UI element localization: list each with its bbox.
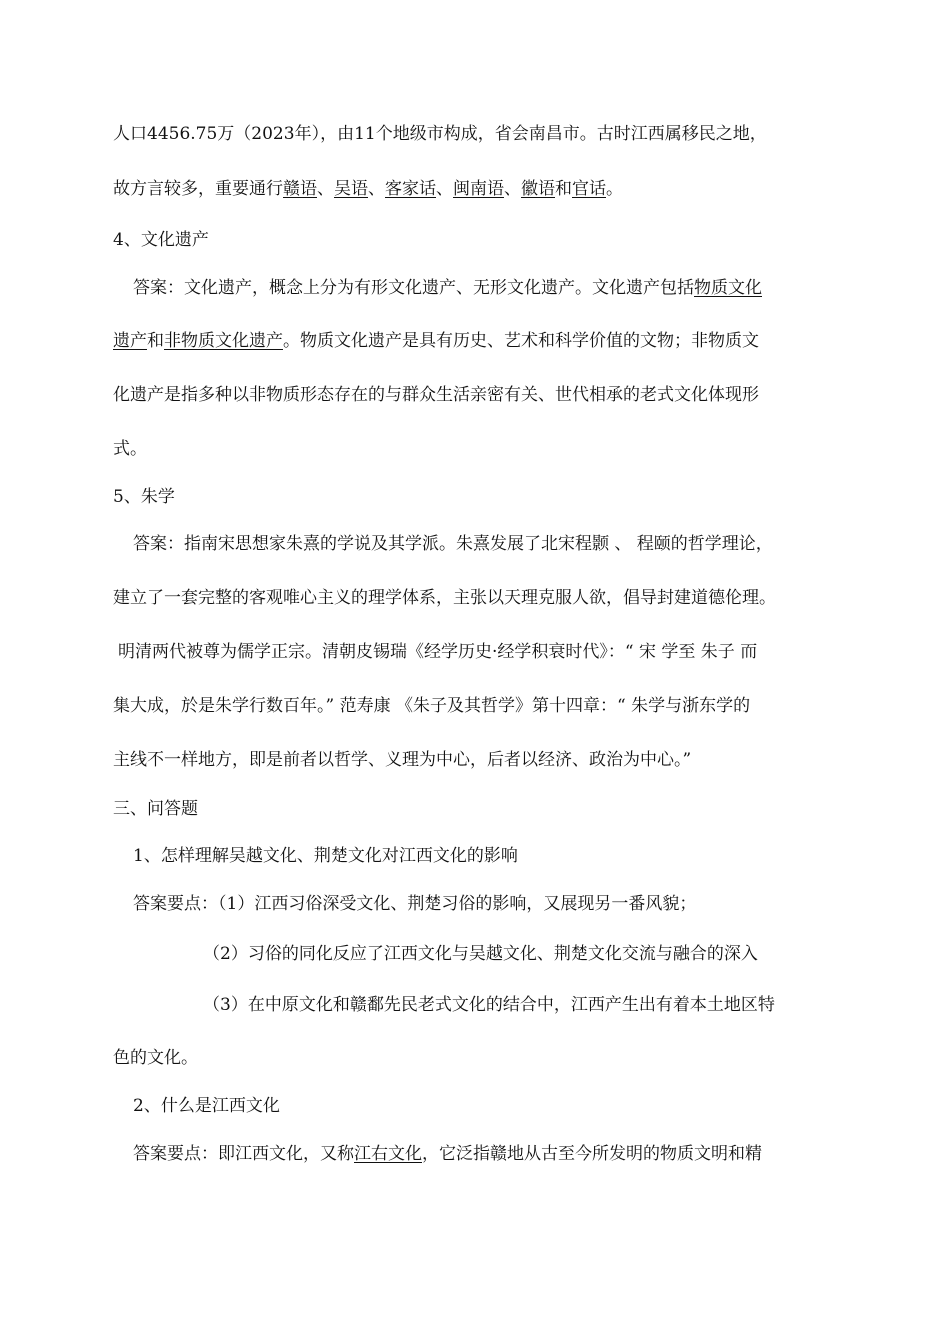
link-material-heritage-part1[interactable]: 物质文化 [694,278,762,298]
item5-answer-line: 建立了一套完整的客观唯心主义的理学体系，主张以天理克服人欲，倡导封建道德伦理。 [113,588,776,608]
q1-question: 1、怎样理解吴越文化、荆楚文化对江西文化的影响 [133,846,518,866]
q2-answer-line-1: 答案要点：即江西文化，又称江右文化，它泛指赣地从古至今所发明的物质文明和精 [133,1144,762,1164]
link-intangible-heritage[interactable]: 非物质文化遗产 [164,331,283,351]
q1-answer-line-4: 色的文化。 [113,1048,198,1068]
link-hakka-dialect[interactable]: 客家话 [385,179,436,199]
q1-answer-line-3: （3）在中原文化和赣鄱先民老式文化的结合中，江西产生出有着本土地区特 [203,995,775,1015]
dialects-line: 故方言较多，重要通行赣语、吴语、客家话、闽南语、徽语和官话。 [113,179,623,199]
link-material-heritage-part2[interactable]: 遗产 [113,331,147,351]
link-wu-dialect[interactable]: 吴语 [334,179,368,199]
link-jiangyou-culture[interactable]: 江右文化 [354,1144,422,1164]
link-gan-dialect[interactable]: 赣语 [283,179,317,199]
item5-heading: 5、朱学 [113,487,175,507]
item4-answer-line-3: 化遗产是指多种以非物质形态存在的与群众生活亲密有关、世代相承的老式文化体现形 [113,385,759,405]
item5-answer-line: 明清两代被尊为儒学正宗。清朝皮锡瑞《经学历史·经学积衰时代》：“ 宋 学至 朱子 而 [118,642,758,662]
item5-answer-line: 集大成，於是朱学行数百年。” 范寿康 《朱子及其哲学》第十四章：“ 朱学与浙东学的 [113,696,751,716]
link-minnan-dialect[interactable]: 闽南语 [453,179,504,199]
link-mandarin-dialect[interactable]: 官话 [572,179,606,199]
item4-answer-line-1: 答案：文化遗产，概念上分为有形文化遗产、无形文化遗产。文化遗产包括物质文化 [133,278,762,298]
q2-question: 2、什么是江西文化 [133,1096,280,1116]
item5-answer-line: 主线不一样地方，即是前者以哲学、义理为中心，后者以经济、政治为中心。” [113,750,692,770]
population-line-1: 人口4456.75万（2023年），由11个地级市构成，省会南昌市。古时江西属移民之地， [113,124,767,144]
item4-answer-line-2: 遗产和非物质文化遗产。物质文化遗产是具有历史、艺术和科学价值的文物；非物质文 [113,331,759,351]
item5-answer-line: 答案：指南宋思想家朱熹的学说及其学派。朱熹发展了北宋程颢 、 程颐的哲学理论， [133,534,773,554]
link-hui-dialect[interactable]: 徽语 [521,179,555,199]
item4-answer-line-4: 式。 [113,439,147,459]
section3-heading: 三、问答题 [113,799,198,819]
q1-answer-line-1: 答案要点：（1）江西习俗深受文化、荆楚习俗的影响，又展现另一番风貌； [133,894,697,914]
q1-answer-line-2: （2）习俗的同化反应了江西文化与吴越文化、荆楚文化交流与融合的深入 [203,944,758,964]
item4-heading: 4、文化遗产 [113,230,209,250]
